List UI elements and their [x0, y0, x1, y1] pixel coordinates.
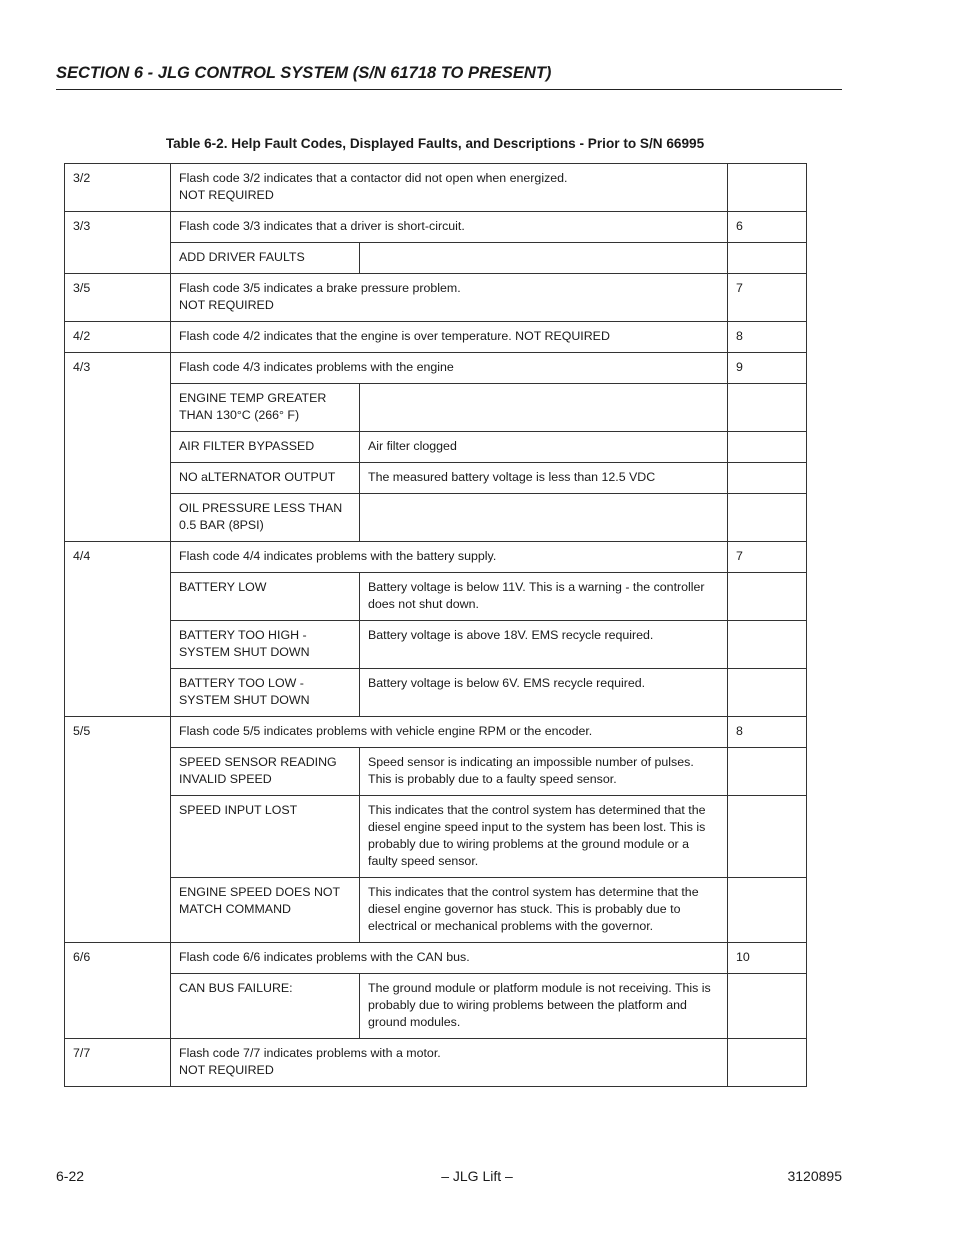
section-header: SECTION 6 - JLG CONTROL SYSTEM (S/N 61718 TO PRESENT) [56, 64, 552, 82]
code-description: Flash code 4/2 indicates that the engine is over temperature. NOT REQUIRED [171, 322, 728, 353]
reference-number [728, 164, 807, 212]
fault-description: Speed sensor is indicating an impossible number of pulses. This is probably due to a faulty speed sensor. [360, 748, 728, 796]
table-row [65, 164, 807, 212]
reference-number [728, 669, 807, 717]
table-row [65, 243, 807, 274]
displayed-fault: OIL PRESSURE LESS THAN 0.5 BAR (8PSI) [171, 494, 360, 542]
flash-code: 3/2 [65, 164, 171, 212]
displayed-fault: SPEED INPUT LOST [171, 796, 360, 878]
code-description: Flash code 3/3 indicates that a driver is short-circuit. [171, 212, 728, 243]
table-row [65, 463, 807, 494]
table-row [65, 542, 807, 573]
displayed-fault: SPEED SENSOR READING INVALID SPEED [171, 748, 360, 796]
reference-number: 10 [728, 943, 807, 974]
fault-description [360, 243, 728, 274]
displayed-fault: AIR FILTER BYPASSED [171, 432, 360, 463]
table-row [65, 573, 807, 621]
document-number: 3120895 [787, 1168, 842, 1184]
reference-number [728, 573, 807, 621]
table-row [65, 384, 807, 432]
code-description: Flash code 7/7 indicates problems with a motor. NOT REQUIRED [171, 1039, 728, 1087]
flash-code: 7/7 [65, 1039, 171, 1087]
flash-code: 3/3 [65, 212, 171, 274]
table-row [65, 621, 807, 669]
fault-description: This indicates that the control system has determine that the diesel engine governor has stuck. This is probably due to electrical or mechanical problems with the governor. [360, 878, 728, 943]
table-row [65, 1039, 807, 1087]
displayed-fault: BATTERY TOO LOW - SYSTEM SHUT DOWN [171, 669, 360, 717]
header-rule [56, 89, 842, 90]
footer-brand: – JLG Lift – [441, 1168, 513, 1184]
fault-description: Battery voltage is above 18V. EMS recycle required. [360, 621, 728, 669]
flash-code: 5/5 [65, 717, 171, 943]
table-row [65, 748, 807, 796]
reference-number [728, 621, 807, 669]
fault-description: Battery voltage is below 6V. EMS recycle required. [360, 669, 728, 717]
displayed-fault: NO aLTERNATOR OUTPUT [171, 463, 360, 494]
table-row [65, 878, 807, 943]
fault-description: This indicates that the control system has determined that the diesel engine speed input to the system has been lost. This is probably due to wiring problems at the ground module or a faulty speed sensor. [360, 796, 728, 878]
table-row [65, 353, 807, 384]
table-row [65, 717, 807, 748]
flash-code: 4/3 [65, 353, 171, 542]
displayed-fault: ENGINE TEMP GREATER THAN 130°C (266° F) [171, 384, 360, 432]
fault-description: The ground module or platform module is not receiving. This is probably due to wiring problems between the platform and ground modules. [360, 974, 728, 1039]
reference-number [728, 796, 807, 878]
reference-number [728, 243, 807, 274]
table-row [65, 432, 807, 463]
table-row [65, 322, 807, 353]
fault-description: Battery voltage is below 11V. This is a warning - the controller does not shut down. [360, 573, 728, 621]
reference-number [728, 384, 807, 432]
code-description: Flash code 3/5 indicates a brake pressure problem. NOT REQUIRED [171, 274, 728, 322]
table-row [65, 494, 807, 542]
fault-description [360, 494, 728, 542]
reference-number [728, 463, 807, 494]
table-row [65, 796, 807, 878]
code-description: Flash code 5/5 indicates problems with vehicle engine RPM or the encoder. [171, 717, 728, 748]
reference-number [728, 974, 807, 1039]
reference-number: 7 [728, 274, 807, 322]
flash-code: 4/2 [65, 322, 171, 353]
reference-number: 7 [728, 542, 807, 573]
page-number: 6-22 [56, 1168, 85, 1184]
displayed-fault: ENGINE SPEED DOES NOT MATCH COMMAND [171, 878, 360, 943]
flash-code: 3/5 [65, 274, 171, 322]
fault-codes-table [64, 163, 807, 1087]
reference-number: 9 [728, 353, 807, 384]
code-description: Flash code 4/3 indicates problems with the engine [171, 353, 728, 384]
code-description: Flash code 3/2 indicates that a contactor did not open when energized. NOT REQUIRED [171, 164, 728, 212]
table-row [65, 274, 807, 322]
flash-code: 4/4 [65, 542, 171, 717]
reference-number [728, 878, 807, 943]
table-row [65, 943, 807, 974]
displayed-fault: BATTERY TOO HIGH - SYSTEM SHUT DOWN [171, 621, 360, 669]
table-row [65, 974, 807, 1039]
fault-description [360, 384, 728, 432]
flash-code: 6/6 [65, 943, 171, 1039]
displayed-fault: CAN BUS FAILURE: [171, 974, 360, 1039]
displayed-fault: BATTERY LOW [171, 573, 360, 621]
reference-number: 8 [728, 717, 807, 748]
reference-number [728, 494, 807, 542]
fault-description: Air filter clogged [360, 432, 728, 463]
table-title: Table 6-2. Help Fault Codes, Displayed Faults, and Descriptions - Prior to S/N 66995 [165, 136, 705, 151]
code-description: Flash code 4/4 indicates problems with the battery supply. [171, 542, 728, 573]
table-row [65, 669, 807, 717]
reference-number [728, 748, 807, 796]
displayed-fault: ADD DRIVER FAULTS [171, 243, 360, 274]
fault-description: The measured battery voltage is less than 12.5 VDC [360, 463, 728, 494]
code-description: Flash code 6/6 indicates problems with the CAN bus. [171, 943, 728, 974]
reference-number: 6 [728, 212, 807, 243]
reference-number: 8 [728, 322, 807, 353]
reference-number [728, 1039, 807, 1087]
table-row [65, 212, 807, 243]
reference-number [728, 432, 807, 463]
